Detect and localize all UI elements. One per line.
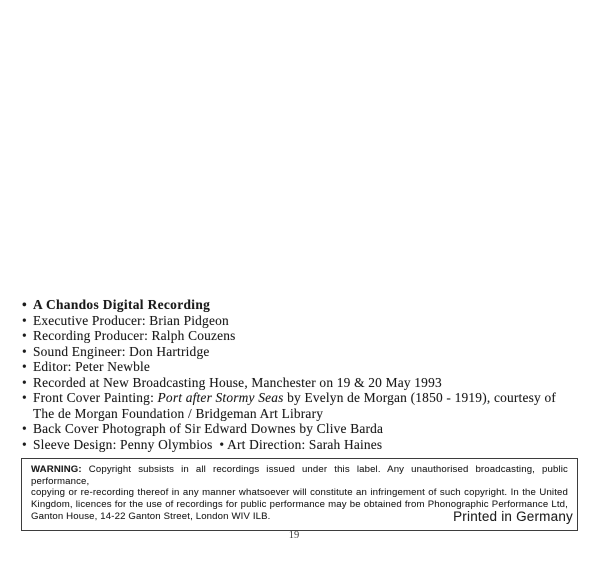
credit-text: Editor: Peter Newble xyxy=(33,359,151,374)
page-number: 19 xyxy=(288,530,300,541)
credit-item xyxy=(22,297,574,313)
bullet-icon: • xyxy=(22,436,27,452)
credits-list xyxy=(22,297,574,452)
credit-text: Sleeve Design: Penny Olymbios xyxy=(33,436,213,452)
warning-label: WARNING: xyxy=(31,464,82,475)
credit-text: Recorded at New Broadcasting House, Manchester on 19 & 20 May 1993 xyxy=(33,374,442,390)
warning-line: WARNING: Copyright subsists in all recordings issued under this label. Any unauthorised broadcasting, public performance, xyxy=(31,464,568,487)
credit-text: Sound Engineer: Don Hartridge xyxy=(33,343,210,359)
credit-item xyxy=(22,344,574,360)
credit-item xyxy=(22,375,574,391)
bullet-icon: • xyxy=(22,359,27,374)
painting-title: Port after Stormy Seas xyxy=(157,390,284,405)
credit-text: by Evelyn de Morgan (1850 - 1919), courtesy of xyxy=(283,390,557,405)
credit-text: A Chandos Digital Recording xyxy=(33,297,211,312)
credit-text: Executive Producer: Brian Pidgeon xyxy=(33,312,229,328)
bullet-icon: • xyxy=(22,312,27,328)
credit-text: Art Direction: Sarah Haines xyxy=(227,436,383,452)
credit-item xyxy=(22,390,574,421)
bullet-icon: • xyxy=(22,421,27,436)
credit-text: • xyxy=(212,436,228,452)
bullet-icon: • xyxy=(22,374,27,390)
bullet-icon: • xyxy=(22,297,28,312)
warning-line: Kingdom, licences for the use of recordings for public performance may be obtained from Phonographic Performance Ltd, xyxy=(31,499,568,511)
credit-text: The de Morgan Foundation / Bridgeman Art Library xyxy=(33,405,324,421)
credit-item xyxy=(22,328,574,344)
printed-in-label: Printed in Germany xyxy=(453,509,573,524)
credit-text: Front Cover Painting: xyxy=(33,390,158,405)
warning-line: Ganton House, 14-22 Ganton Street, London WIV ILB. xyxy=(31,510,271,522)
credit-item xyxy=(22,421,574,437)
warning-line: copying or re-recording thereof in any manner whatsoever will constitute an infringement of such copyright. In the United xyxy=(31,487,568,499)
credit-item xyxy=(22,359,574,375)
credit-item xyxy=(22,313,574,329)
bullet-icon: • xyxy=(22,390,27,405)
credit-item xyxy=(22,437,574,453)
credit-text: Back Cover Photograph of Sir Edward Downes by Clive Barda xyxy=(33,421,384,436)
bullet-icon: • xyxy=(22,343,27,359)
bullet-icon: • xyxy=(22,328,27,343)
credit-text: Recording Producer: Ralph Couzens xyxy=(33,328,236,343)
